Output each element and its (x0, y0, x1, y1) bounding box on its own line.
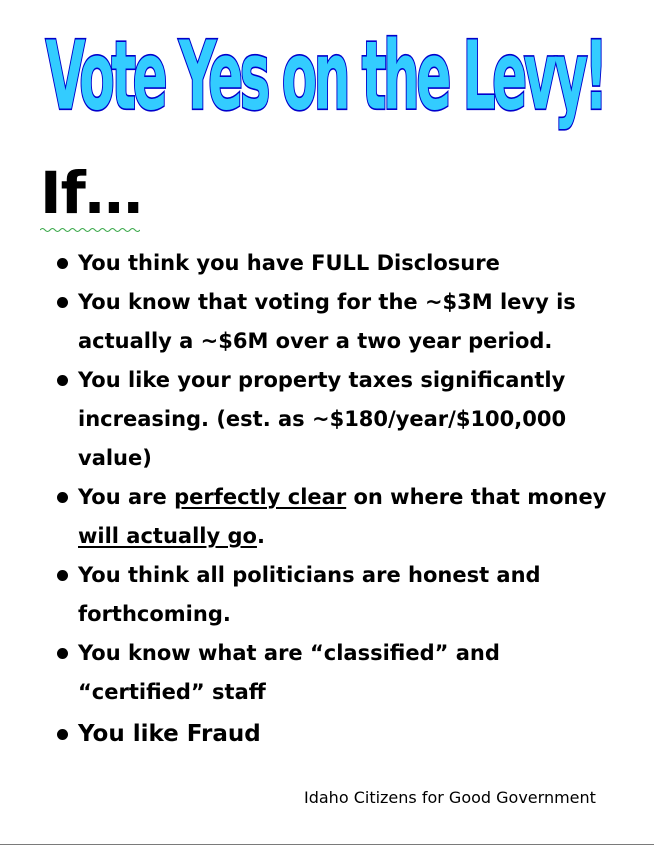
list-item-text-part: . (256, 524, 265, 548)
headline-wordart-graphic (40, 22, 610, 142)
headline-text: Vote Yes on the Levy! (45, 22, 605, 133)
underlined-phrase: will actually go (78, 524, 257, 548)
list-item-text: You like Fraud (78, 721, 261, 747)
list-item-text: You think all politicians are honest and forthcoming. (78, 563, 541, 626)
list-item-text: You know that voting for the ~$3M levy is actually a ~$6M over a two year period. (78, 290, 576, 353)
list-item (52, 244, 622, 283)
grammar-squiggle (40, 227, 140, 233)
organization-name: Idaho Citizens for Good Government (304, 788, 596, 807)
if-heading: If… (40, 159, 142, 227)
bullet-icon (57, 258, 68, 269)
list-item (52, 283, 622, 361)
bullet-icon (57, 375, 68, 386)
list-item-text: You like your property taxes significantly increasing. (est. as ~$180/year/$100,000 value) (78, 368, 567, 470)
list-item-text-part: You are (78, 485, 175, 509)
bullet-icon (57, 570, 68, 581)
list-item-text: You know what are “classified” and “certified” staff (78, 641, 500, 704)
bullet-icon (57, 648, 68, 659)
list-item-text: You think you have FULL Disclosure (78, 251, 500, 275)
bullet-icon (57, 297, 68, 308)
headline-wordart (40, 22, 610, 142)
list-item (52, 634, 622, 712)
list-item (52, 712, 622, 756)
list-item (52, 361, 622, 478)
conditions-list (52, 244, 622, 756)
bullet-icon (57, 492, 68, 503)
list-item-text-part: on where that money (346, 485, 607, 509)
bullet-icon (57, 729, 68, 740)
list-item (52, 556, 622, 634)
page-bottom-divider (0, 844, 654, 845)
underlined-phrase: perfectly clear (174, 485, 347, 509)
list-item (52, 478, 622, 556)
